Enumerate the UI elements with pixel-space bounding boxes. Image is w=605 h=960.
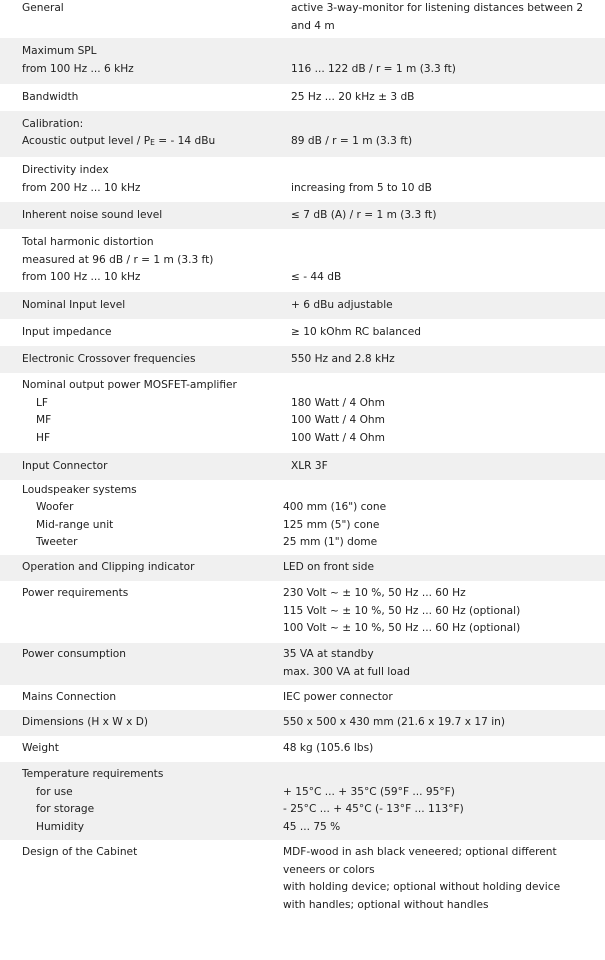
spec-sublabel: Humidity <box>36 820 85 833</box>
spec-value: 116 ... 122 dB / r = 1 m (3.3 ft) <box>291 62 456 75</box>
spec-value: 400 mm (16") cone <box>283 501 387 513</box>
spec-value: 89 dB / r = 1 m (3.3 ft) <box>291 135 413 147</box>
spec-label: Nominal Input level <box>22 298 126 311</box>
spec-row-calibration <box>0 111 605 157</box>
spec-value: with holding device; optional without holding device <box>283 881 561 894</box>
spec-value: 230 Volt ~ ± 10 %, 50 Hz ... 60 Hz <box>283 587 466 599</box>
spec-row-temperature <box>0 762 605 840</box>
spec-value: MDF-wood in ash black veneered; optional different <box>283 846 557 858</box>
spec-row-dimensions <box>0 710 605 736</box>
spec-row-loudspeaker-systems <box>0 480 605 555</box>
spec-label: Temperature requirements <box>22 768 164 780</box>
spec-label: Directivity index <box>22 164 109 176</box>
spec-value: 125 mm (5") cone <box>283 518 380 531</box>
spec-value: 35 VA at standby <box>283 648 374 660</box>
spec-row-power-consumption <box>0 643 605 685</box>
spec-sublabel: for use <box>36 785 73 798</box>
spec-sublabel: HF <box>36 431 51 444</box>
spec-label: Loudspeaker systems <box>22 483 137 496</box>
spec-value: with handles; optional without handles <box>283 898 489 911</box>
spec-value: 25 Hz ... 20 kHz ± 3 dB <box>291 90 415 103</box>
spec-value: XLR 3F <box>291 459 328 472</box>
spec-value: 25 mm (1") dome <box>283 536 378 549</box>
spec-value: 550 Hz and 2.8 kHz <box>291 352 395 365</box>
spec-label: from 100 Hz ... 10 kHz <box>22 271 141 284</box>
spec-value: + 15°C ... + 35°C (59°F ... 95°F) <box>283 785 455 798</box>
spec-value: LED on front side <box>283 560 374 573</box>
spec-label: Design of the Cabinet <box>22 846 138 858</box>
spec-row-directivity-index <box>0 157 605 202</box>
spec-label: General <box>22 2 64 14</box>
spec-value: and 4 m <box>291 19 335 32</box>
spec-value: IEC power connector <box>283 690 393 703</box>
spec-value: 115 Volt ~ ± 10 %, 50 Hz ... 60 Hz (optional) <box>283 604 521 617</box>
spec-label: Nominal output power MOSFET-amplifier <box>22 379 237 391</box>
spec-row-output-power <box>0 373 605 453</box>
spec-value: 100 Volt ~ ± 10 %, 50 Hz ... 60 Hz (optional) <box>283 622 521 635</box>
spec-sublabel: Mid-range unit <box>36 518 114 531</box>
spec-value: active 3-way-monitor for listening distances between 2 <box>291 2 584 14</box>
spec-value: 550 x 500 x 430 mm (21.6 x 19.7 x 17 in) <box>283 716 505 728</box>
spec-row-input-connector <box>0 453 605 480</box>
spec-row-bandwidth <box>0 84 605 111</box>
spec-label: Total harmonic distortion <box>22 236 154 248</box>
spec-sublabel: LF <box>36 396 48 409</box>
spec-label: Maximum SPL <box>22 45 97 57</box>
spec-row-nominal-input-level <box>0 292 605 319</box>
spec-row-thd <box>0 229 605 292</box>
spec-value: ≤ - 44 dB <box>291 271 342 284</box>
spec-row-mains-connection <box>0 685 605 710</box>
spec-label-acoustic-output: Acoustic output level / $P_E$ = - 14 dBu <box>22 135 216 148</box>
spec-value: 48 kg (105.6 lbs) <box>283 742 374 754</box>
spec-label: Input impedance <box>22 325 112 338</box>
spec-row-weight <box>0 736 605 762</box>
spec-value: veneers or colors <box>283 863 375 876</box>
spec-row-cabinet-design <box>0 840 605 930</box>
spec-row-crossover <box>0 346 605 373</box>
spec-sublabel: for storage <box>36 803 95 816</box>
spec-value: - 25°C ... + 45°C (- 13°F ... 113°F) <box>283 803 464 816</box>
spec-sublabel: MF <box>36 414 52 427</box>
spec-label: Dimensions (H x W x D) <box>22 716 149 728</box>
spec-value: max. 300 VA at full load <box>283 665 410 678</box>
spec-label: Input Connector <box>22 459 108 472</box>
spec-sublabel: Tweeter <box>36 536 78 549</box>
spec-label: from 100 Hz ... 6 kHz <box>22 62 134 75</box>
spec-label: Mains Connection <box>22 690 117 703</box>
spec-label: Calibration: <box>22 117 84 130</box>
spec-value: ≤ 7 dB (A) / r = 1 m (3.3 ft) <box>291 208 437 221</box>
spec-value: 100 Watt / 4 Ohm <box>291 431 385 444</box>
spec-value: increasing from 5 to 10 dB <box>291 181 432 194</box>
spec-row-clipping-indicator <box>0 555 605 581</box>
spec-label: Inherent noise sound level <box>22 208 163 221</box>
spec-value: 45 ... 75 % <box>283 820 341 833</box>
spec-sublabel: Woofer <box>36 501 74 514</box>
spec-row-inherent-noise <box>0 202 605 229</box>
spec-label: from 200 Hz ... 10 kHz <box>22 181 141 194</box>
spec-label: Bandwidth <box>22 90 79 103</box>
spec-label: Electronic Crossover frequencies <box>22 352 196 365</box>
spec-row-maximum-spl <box>0 38 605 84</box>
spec-value: 180 Watt / 4 Ohm <box>291 396 385 409</box>
spec-label: Weight <box>22 742 59 754</box>
spec-value: 100 Watt / 4 Ohm <box>291 414 385 427</box>
spec-row-input-impedance <box>0 319 605 346</box>
spec-value: + 6 dBu adjustable <box>291 298 393 311</box>
spec-label: measured at 96 dB / r = 1 m (3.3 ft) <box>22 253 214 266</box>
spec-label: Power consumption <box>22 648 126 660</box>
spec-label: Power requirements <box>22 587 129 599</box>
spec-row-general <box>0 0 605 38</box>
spec-row-power-requirements <box>0 581 605 643</box>
spec-value: ≥ 10 kOhm RC balanced <box>291 325 421 338</box>
spec-label: Operation and Clipping indicator <box>22 560 195 573</box>
